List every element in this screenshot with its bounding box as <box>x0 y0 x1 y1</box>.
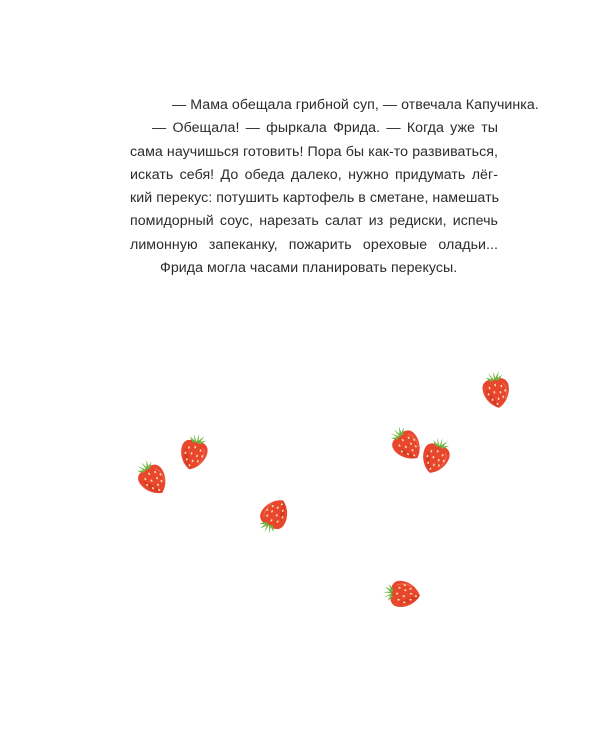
text-line: кий перекус: потушить картофель в сметане, намешать <box>130 190 500 207</box>
text-line: помидорный соус, нарезать салат из редиски, испечь <box>130 213 498 230</box>
story-text <box>130 94 539 280</box>
text-line: — Обещала! — фыркала Фрида. — Когда уже ты <box>152 120 498 137</box>
strawberry-icon <box>126 451 178 504</box>
text-line: — Мама обещала грибной суп, — отвечала Капучинка. <box>172 97 539 113</box>
text-line: лимонную запеканку, пожарить ореховые оладьи... <box>130 236 498 253</box>
strawberry-icon <box>381 574 424 613</box>
text-line: Фрида могла часами планировать перекусы. <box>160 260 458 277</box>
text-line: сама научишься готовить! Пора бы как-то развиваться, <box>130 143 498 160</box>
text-line: искать себя! До обеда далеко, нужно придумать лёг- <box>130 166 498 183</box>
strawberry-icon <box>248 490 299 543</box>
strawberry-icon <box>171 428 216 476</box>
strawberry-icon <box>475 367 517 413</box>
